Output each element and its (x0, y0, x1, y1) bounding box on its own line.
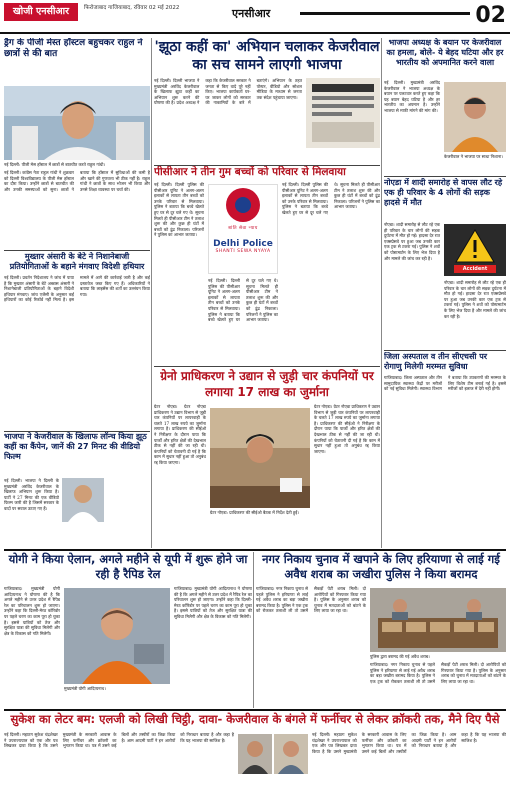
story-mukhtar-weapons (4, 252, 150, 430)
story-body-continued: ग्रेटर नोएडा। ग्रेटर नोएडा प्राधिकरण ने उद्यान विभाग से जुड़ी चार कंपनियों पर लापरवाही के चलते 17 लाख रुपये का जुर्माना लगाया है। प्राधिकरण की सीईओ ने निरीक्षण के दौरान पाया कि पार्कों और हरित क्षेत्रों की देखभाल ठीक से नहीं की जा रही थी। कंपनियों को चेतावनी दी गई है कि काम में सुधार नहीं हुआ तो अनुबंध रद्द किया जाएगा। (314, 404, 380, 454)
kejriwal-photo-small (274, 734, 308, 774)
story-body: गाजियाबाद। मुख्यमंत्री योगी आदित्यनाथ ने घोषणा की है कि अगले महीने से उत्तर प्रदेश में रैपिड रेल का परिचालन शुरू हो जाएगा। उन्होंने कहा कि दिल्ली-मेरठ कॉरिडोर पर पहले चरण का काम पूरा हो चुका है। इससे यात्रियों को तेज और सुरक्षित यात्रा की सुविधा मिलेगी और क्षेत्र के विकास को गति मिलेगी। (4, 586, 60, 636)
section-divider (4, 709, 506, 711)
column-divider (253, 552, 254, 708)
story-body: नोएडा। शादी समारोह से लौट रहे एक ही परिवार के चार लोगों की सड़क दुर्घटना में मौत हो गई। हादसा देर रात एक्सप्रेसवे पर हुआ जब उनकी कार एक ट्रक से टकरा गई। पुलिस ने शवों को पोस्टमार्टम के लिए भेज दिया है और मामले की जांच कर रही है। (384, 222, 440, 261)
lead-headline: 'झूठा कहीं का' अभियान चलाकर केजरीवाल का सच सामने लाएगी भाजपा (154, 39, 380, 73)
photo-image (4, 86, 150, 160)
column-divider (381, 38, 382, 548)
date-line: फिरोजाबाद गाजियाबाद, रविवार 02 मई 2022 (84, 5, 180, 11)
story-headline: ग्रेनो प्राधिकरण ने उद्यान से जुड़ी चार कंपनियों पर लगाया 17 लाख का जुर्माना (160, 369, 374, 399)
photo-image (306, 78, 380, 148)
liquor-seizure-photo (370, 588, 506, 652)
photo-image (62, 478, 104, 522)
story-body: नई दिल्ली। दिल्ली पुलिस की पीसीआर यूनिट ने अलग-अलग इलाकों से लापता तीन बच्चों को उनके परिवार से मिलवाया। पुलिस ने बताया कि बच्चे खेलते हुए घर से दूर चले गए थे। सूचना मिलते ही पीसीआर टीम ने तलाश शुरू की और कुछ ही घंटों में बच्चों को ढूंढ निकाला। परिजनों ने पुलिस का आभार जताया। (154, 182, 204, 238)
story-body-continued: गाजियाबाद। मुख्यमंत्री योगी आदित्यनाथ ने घोषणा की है कि अगले महीने से उत्तर प्रदेश में रैपिड रेल का परिचालन शुरू हो जाएगा। उन्होंने कहा कि दिल्ली-मेरठ कॉरिडोर पर पहले चरण का काम पूरा हो चुका है। इससे यात्रियों को तेज और सुरक्षित यात्रा की सुविधा मिलेगी और क्षेत्र के विकास को गति मिलेगी। (174, 586, 252, 619)
logo-name: Delhi Police (213, 239, 273, 249)
story-body: नई दिल्ली। दिल्ली भाजपा ने मुख्यमंत्री अरविंद केजरीवाल के खिलाफ झूठा कहीं का अभियान शुरू करने की घोषणा की है। प्रदेश अध्यक्ष ने कहा कि केजरीवाल सरकार ने जनता से किए वादे पूरे नहीं किए। भाजपा कार्यकर्ता घर-घर जाकर लोगों को सरकार की नाकामियों के बारे में बताएंगे। अभियान के तहत पोस्टर, वीडियो और सोशल मीडिया के माध्यम से जनता तक संदेश पहुंचाया जाएगा। (154, 78, 302, 106)
police-badge-icon (226, 188, 260, 222)
ceo-meeting-photo (210, 408, 310, 508)
story-body: नई दिल्ली। मुख्यमंत्री अरविंद केजरीवाल ने भाजपा अध्यक्ष के बयान पर पलटवार करते हुए कहा कि यह बयान बेहद घटिया है और हर भारतीय का अपमान है। उन्होंने भाजपा से माफी मांगने की मांग की। (384, 80, 440, 113)
story-body: नई दिल्ली। प्रवर्तन निदेशालय ने जांच में पाया है कि मुख्तार अंसारी के बेटे अब्बास अंसारी ने निशानेबाजी प्रतियोगिताओं के बहाने विदेशी हथियार मंगवाए। जांच एजेंसी के अनुसार कई हथियारों का कोई रिकॉर्ड नहीं मिला है। इस मामले में आगे की कार्रवाई जारी है और कई दस्तावेज जब्त किए गए हैं। अधिकारियों ने बताया कि लाइसेंस की शर्तों का उल्लंघन किया गया। (4, 275, 150, 303)
photo-caption: मुख्यमंत्री योगी आदित्यनाथ। (64, 686, 106, 691)
section-brand: एनसीआर (232, 7, 271, 20)
story-headline: सुकेश का लेटर बम: एलजी को लिखी चिट्ठी, दावा- केजरीवाल के बंगले में फर्नीचर से लेकर क्रॉकरी तक, मैने दिए पैसे (10, 712, 500, 726)
column-divider (151, 38, 152, 548)
page-number: 02 (475, 3, 506, 28)
photo-image (370, 588, 506, 652)
story-body-continued: गाजियाबाद। नगर निकाय चुनाव से पहले पुलिस ने हरियाणा से लाई गई अवैध शराब का बड़ा जखीरा बरामद किया है। पुलिस ने एक ट्रक को रोककर तलाशी ली तो उसमें सैकड़ों पेटी शराब मिली। दो आरोपियों को गिरफ्तार किया गया है। पुलिस के अनुसार शराब को चुनाव में मतदाताओं को बांटने के लिए लाया जा रहा था। (370, 662, 506, 684)
divider (384, 350, 506, 351)
story-rahul-hostel (4, 38, 150, 250)
delhi-police-logo (208, 184, 278, 274)
logo-hindi-motto: शांति सेवा न्याय (228, 226, 258, 231)
story-headline: मुख्तार अंसारी के बेटे ने निशानेबाजी प्रतियोगिताओं के बहाने मंगवाए विदेशी हथियार (9, 252, 145, 271)
accident-sign-photo (444, 224, 506, 276)
divider (154, 366, 380, 367)
divider (4, 250, 150, 251)
story-body-continued: नोएडा। शादी समारोह से लौट रहे एक ही परिवार के चार लोगों की सड़क दुर्घटना में मौत हो गई। हादसा देर रात एक्सप्रेसवे पर हुआ जब उनकी कार एक ट्रक से टकरा गई। पुलिस ने शवों को पोस्टमार्टम के लिए भेज दिया है और मामले की जांच कर रही है। (444, 280, 506, 319)
logo-motto: SHANTI SEWA NYAYA (215, 249, 271, 254)
story-headline: भाजपा अध्यक्ष के बयान पर केजरीवाल का हमला, बोले- ये बेहद घटिया और हर भारतीय को अपमानित करने वाला (386, 38, 504, 67)
photo-caption: पुलिस द्वारा बरामद की गई अवैध शराब। (370, 654, 430, 659)
photo-image (210, 408, 310, 508)
story-bjp-campaign (4, 432, 150, 550)
story-sukesh-letter (4, 712, 506, 798)
story-noida-accident (384, 178, 506, 350)
story-body: ग्रेटर नोएडा। ग्रेटर नोएडा प्राधिकरण ने उद्यान विभाग से जुड़ी चार कंपनियों पर लापरवाही के चलते 17 लाख रुपये का जुर्माना लगाया है। प्राधिकरण की सीईओ ने निरीक्षण के दौरान पाया कि पार्कों और हरित क्षेत्रों की देखभाल ठीक से नहीं की जा रही थी। कंपनियों को चेतावनी दी गई है कि काम में सुधार नहीं हुआ तो अनुबंध रद्द किया जाएगा। (154, 404, 206, 465)
photo-image (274, 734, 308, 774)
masthead-rule (300, 12, 470, 15)
photo-caption: नई दिल्ली: पीजी मेस हॉस्टल में छात्रों से बातचीत करते राहुल गांधी। (4, 162, 106, 167)
photo-caption: ग्रेटर नोएडा: प्राधिकरण की सीईओ बैठक में निर्देश देती हुईं। (210, 510, 299, 515)
yogi-photo (64, 588, 170, 684)
story-headline: भाजपा ने केजरीवाल के खिलाफ लॉन्च किया झूठ कहीं का कैंपेन, जानें की 27 मिनट की वीडियो फिल्म (4, 432, 147, 461)
photo-caption: केजरीवाल ने भाजपा पर साधा निशाना। (444, 154, 503, 159)
story-headline: पीसीआर ने तीन गुम बच्चों को परिवार से मिलवाया (154, 166, 346, 178)
story-headline: योगी ने किया ऐलान, अगले महीने से यूपी में शुरू होने जा रही है रैपिड रेल (8, 552, 248, 581)
story-body: नई दिल्ली। भाजपा ने दिल्ली के मुख्यमंत्री अरविंद केजरीवाल के खिलाफ अभियान शुरू किया है। पार्टी ने 27 मिनट की एक वीडियो फिल्म जारी की है जिसमें सरकार के वादों पर सवाल उठाए गए हैं। (4, 478, 59, 511)
story-headline: जिला अस्पताल व तीन सीएचसी पर रोगाणु मिलेगी मरम्मत सुविधा (384, 352, 488, 371)
story-pcr-children (154, 166, 380, 364)
story-haryana-liquor (256, 552, 506, 708)
campaign-poster-photo (306, 78, 380, 148)
story-kejriwal-attack (384, 38, 506, 176)
masthead (0, 0, 510, 34)
photo-image (64, 588, 170, 684)
story-greno-fine (154, 368, 380, 544)
sign-text: Accident (462, 266, 488, 272)
story-body: नई दिल्ली। महाठग सुकेश चंद्रशेखर ने उपराज्यपाल को एक और पत्र लिखकर दावा किया है कि उसने मुख्यमंत्री के सरकारी आवास के लिए फर्नीचर और क्रॉकरी का भुगतान किया था। पत्र में उसने कई बिलों और तस्वीरों का जिक्र किया है। आम आदमी पार्टी ने इन आरोपों को निराधार बताया है और कहा है कि यह भाजपा की साजिश है। (4, 732, 234, 749)
story-body: गाजियाबाद। जिला अस्पताल और तीन सामुदायिक स्वास्थ्य केंद्रों पर मरीजों को नई सुविधा मिलेगी। स्वास्थ्य विभाग ने बताया कि उपकरणों की मरम्मत के लिए विशेष टीम बनाई गई है। इससे मरीजों को इलाज में देरी नहीं होगी। (384, 375, 506, 392)
sukesh-photo (238, 734, 272, 774)
photo-image (444, 82, 506, 152)
story-body-continued: नई दिल्ली। महाठग सुकेश चंद्रशेखर ने उपराज्यपाल को एक और पत्र लिखकर दावा किया है कि उसने मुख्यमंत्री के सरकारी आवास के लिए फर्नीचर और क्रॉकरी का भुगतान किया था। पत्र में उसने कई बिलों और तस्वीरों का जिक्र किया है। आम आदमी पार्टी ने इन आरोपों को निराधार बताया है और कहा है कि यह भाजपा की साजिश है। (312, 732, 506, 754)
newspaper-logo: खोजी एनसीआर (4, 3, 78, 21)
story-hospital-repair (384, 352, 506, 544)
story-headline: नगर निकाय चुनाव में खपाने के लिए हरियाणा से लाई गई अवैध शराब का जखीरा पुलिस ने किया बरामद (262, 552, 500, 581)
campaign-photo (62, 478, 104, 522)
story-body-lower: नई दिल्ली। दिल्ली पुलिस की पीसीआर यूनिट ने अलग-अलग इलाकों से लापता तीन बच्चों को उनके परिवार से मिलवाया। पुलिस ने बताया कि बच्चे खेलते हुए घर से दूर चले गए थे। सूचना मिलते ही पीसीआर टीम ने तलाश शुरू की और कुछ ही घंटों में बच्चों को ढूंढ निकाला। परिजनों ने पुलिस का आभार जताया। (208, 278, 278, 323)
story-body: नई दिल्ली। कांग्रेस नेता राहुल गांधी ने शुक्रवार को दिल्ली विश्वविद्यालय के पीजी मेस हॉस्टल का दौरा किया। उन्होंने छात्रों से बातचीत की और उनकी समस्याओं को सुना। छात्रों ने बताया कि हॉस्टल में सुविधाओं की कमी है और खाने की गुणवत्ता भी ठीक नहीं है। राहुल गांधी ने छात्रों के साथ भोजन भी किया और उनसे शिक्षा व्यवस्था पर चर्चा की। (4, 170, 150, 192)
story-headline: नोएडा में शादी समारोह से वापस लौट रहे एक ही परिवार के 4 लोगों की सड़क हादसे में मौत (384, 178, 503, 207)
section-divider (4, 549, 506, 551)
story-headline: ड्रैग के पीजी मेस्त हॉस्टल बहुचकर राहुल ने छात्रों से की बात (4, 38, 143, 59)
photo-image (238, 734, 272, 774)
kejriwal-photo (444, 82, 506, 152)
story-jhootha-campaign (154, 38, 380, 164)
rahul-gandhi-photo (4, 86, 150, 160)
divider (384, 176, 506, 177)
story-body: गाजियाबाद। नगर निकाय चुनाव से पहले पुलिस ने हरियाणा से लाई गई अवैध शराब का बड़ा जखीरा बरामद किया है। पुलिस ने एक ट्रक को रोककर तलाशी ली तो उसमें सैकड़ों पेटी शराब मिली। दो आरोपियों को गिरफ्तार किया गया है। पुलिस के अनुसार शराब को चुनाव में मतदाताओं को बांटने के लिए लाया जा रहा था। (256, 586, 366, 614)
story-body-continued: नई दिल्ली। दिल्ली पुलिस की पीसीआर यूनिट ने अलग-अलग इलाकों से लापता तीन बच्चों को उनके परिवार से मिलवाया। पुलिस ने बताया कि बच्चे खेलते हुए घर से दूर चले गए थे। सूचना मिलते ही पीसीआर टीम ने तलाश शुरू की और कुछ ही घंटों में बच्चों को ढूंढ निकाला। परिजनों ने पुलिस का आभार जताया। (282, 182, 380, 215)
story-yogi-rapid-rail (4, 552, 252, 708)
